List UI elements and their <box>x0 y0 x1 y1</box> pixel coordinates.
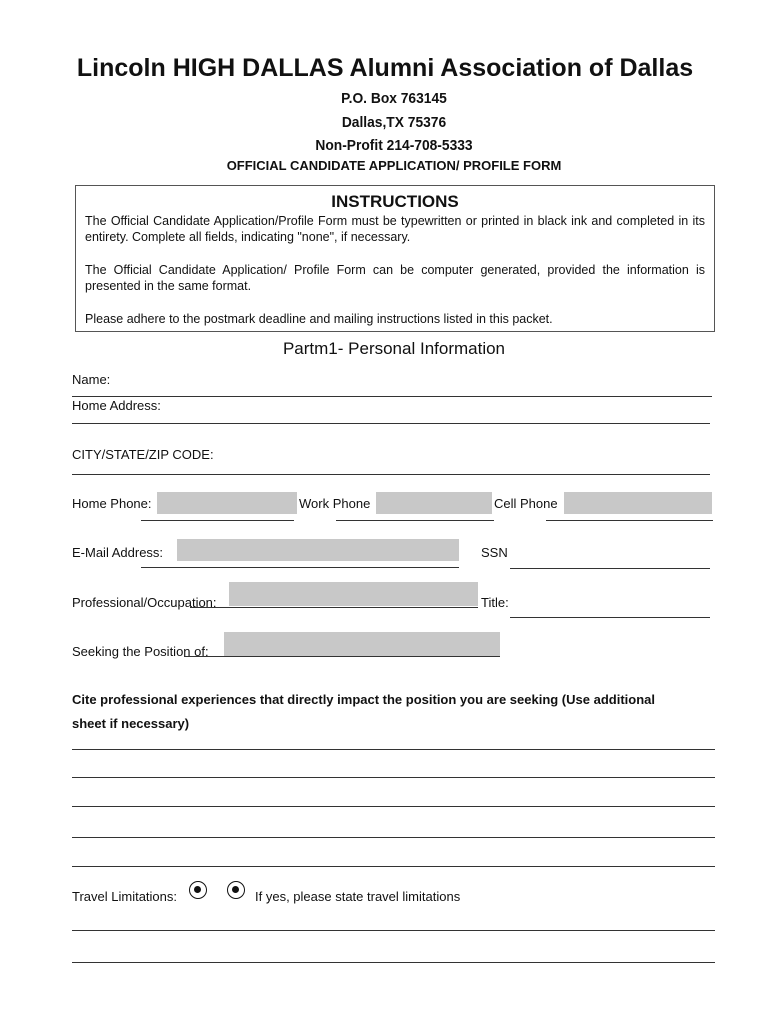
email-line <box>141 567 459 568</box>
seeking-position-field[interactable] <box>224 632 500 656</box>
seeking-position-label: Seeking the Position of: <box>72 644 209 659</box>
home-phone-field[interactable] <box>157 492 297 514</box>
experience-line[interactable] <box>72 777 715 778</box>
travel-radio-yes[interactable] <box>227 881 245 899</box>
experience-line[interactable] <box>72 837 715 838</box>
instructions-paragraph-3: Please adhere to the postmark deadline and mailing instructions listed in this packet. <box>85 312 553 326</box>
travel-radio-no[interactable] <box>189 881 207 899</box>
instructions-paragraph-1: The Official Candidate Application/Profile Form must be typewritten or printed in black ink and completed in its entirety. Complete all fields, indicating "none", if necessary. <box>85 214 705 244</box>
occupation-label: Professional/Occupation: <box>72 595 217 610</box>
form-title: OFFICIAL CANDIDATE APPLICATION/ PROFILE FORM <box>226 158 562 173</box>
travel-line[interactable] <box>72 962 715 963</box>
cell-phone-line <box>546 520 713 521</box>
work-phone-field[interactable] <box>376 492 492 514</box>
experience-line[interactable] <box>72 749 715 750</box>
city-state-zip-line[interactable] <box>72 474 710 475</box>
seeking-position-line <box>184 656 500 657</box>
home-phone-line <box>141 520 294 521</box>
cite-experiences-label-2: sheet if necessary) <box>72 716 190 731</box>
email-label: E-Mail Address: <box>72 545 164 560</box>
travel-line[interactable] <box>72 930 715 931</box>
part1-title: Partm1- Personal Information <box>282 339 506 358</box>
po-box: P.O. Box 763145 <box>341 90 447 107</box>
city-line: Dallas,TX 75376 <box>341 114 447 131</box>
experience-line[interactable] <box>72 866 715 867</box>
home-address-line[interactable] <box>72 423 710 424</box>
cell-phone-label: Cell Phone <box>494 496 558 511</box>
experience-line[interactable] <box>72 806 715 807</box>
cell-phone-field[interactable] <box>564 492 712 514</box>
travel-limitations-label: Travel Limitations: <box>72 889 177 904</box>
name-line[interactable] <box>72 396 712 397</box>
work-phone-label: Work Phone <box>299 496 371 511</box>
instructions-paragraph-2: The Official Candidate Application/ Profile Form can be computer generated, provided the information is presented in the same format. <box>85 263 705 293</box>
home-address-label: Home Address: <box>72 398 161 413</box>
occupation-field[interactable] <box>229 582 478 606</box>
city-state-zip-label: CITY/STATE/ZIP CODE: <box>72 447 214 462</box>
form-org-title: Lincoln HIGH DALLAS Alumni Association of Dallas <box>76 54 694 82</box>
title-label: Title: <box>481 595 509 610</box>
cite-experiences-label: Cite professional experiences that directly impact the position you are seeking (Use additional <box>72 692 655 707</box>
email-field[interactable] <box>177 539 459 561</box>
work-phone-line <box>336 520 494 521</box>
instructions-box <box>75 185 715 332</box>
travel-note-label: If yes, please state travel limitations <box>255 889 461 904</box>
home-phone-label: Home Phone: <box>72 496 152 511</box>
nonprofit-phone: Non-Profit 214-708-5333 <box>315 137 473 154</box>
title-line[interactable] <box>510 617 710 618</box>
instructions-title: INSTRUCTIONS <box>331 192 459 211</box>
ssn-line[interactable] <box>510 568 710 569</box>
occupation-line <box>190 607 478 608</box>
ssn-label: SSN <box>481 545 508 560</box>
name-label: Name: <box>72 372 111 387</box>
